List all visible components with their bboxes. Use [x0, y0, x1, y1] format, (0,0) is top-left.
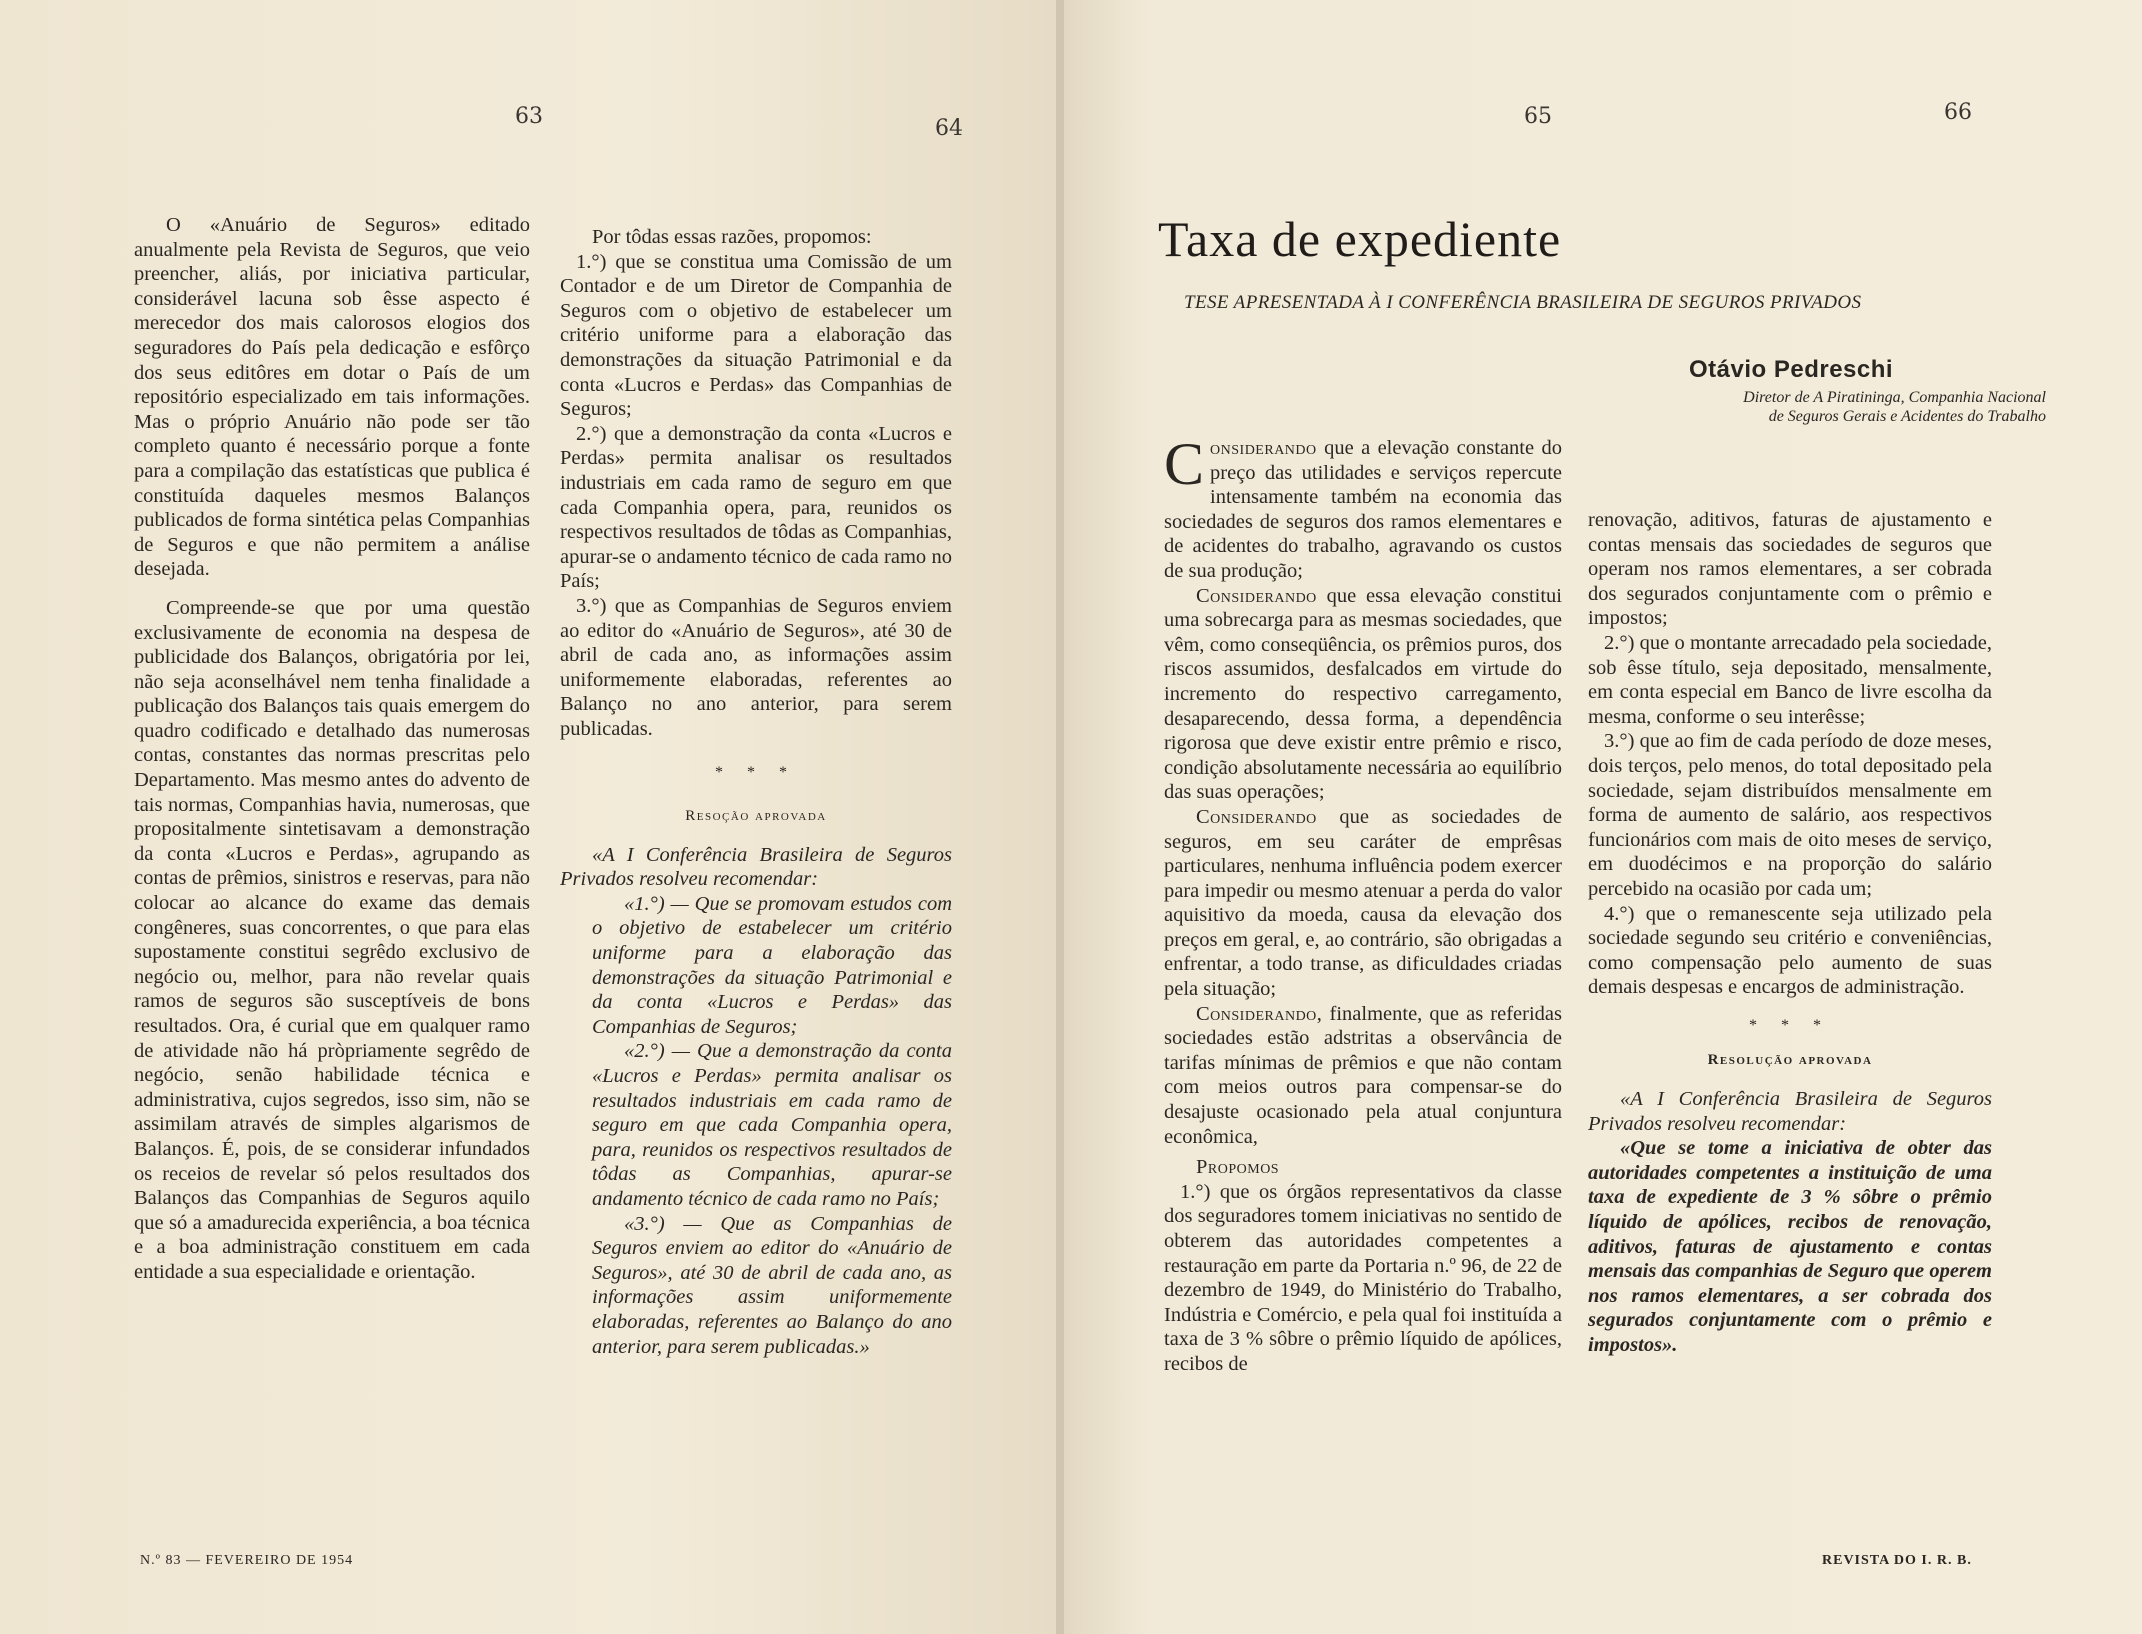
paragraph: Compreende-se que por uma questão exclusivamente de economia na despesa de publicidade dos Balanços, obrigatória por lei, não seja aconselhável nem tenha finalidade a publicação dos Balanços tais quais emergem do quadro codificado e detalhado das numerosas contas, constantes das normas prescritas pelo Departamento. Mas mesmo antes do advento de tais normas, Companhias havia, numerosas, que propositalmente sintetisavam a demonstração da conta «Lucros e Perdas», agrupando as contas de prêmios, sinistros e reservas, para não colocar ao alcance do exame das demais congêneres, suas concorrentes, o que para elas supostamente constitui segrêdo exclusivo de negócio ou, melhor, para não revelar quais ramos de seguros são susceptíveis de bons resultados. Ora, é curial que em qualquer ramo de atividade não há pròpriamente segrêdo de negócio, senão habilidade técnica e administrativa, cujos segredos, isso sim, não se assimilam através de simples algarismos de Balanços. É, pois, de se considerar infundados os receios de revelar só pelos resultados dos Balanços das Companhias de Seguros aquilo que só a amadurecida experiência, a boa técnica e a boa administração constituem em cada entidade a sua especialidade e orientação. [134, 596, 530, 1283]
paragraph: Por tôdas essas razões, propomos: [592, 226, 872, 248]
resolution-title: Resoção aprovada [685, 808, 827, 825]
propomos-heading: Propomos [1196, 1156, 1280, 1179]
paragraph: O «Anuário de Seguros» editado anualmente pela Revista de Seguros, que veio preencher, aliás, por iniciativa particular, considerável lacuna sob êsse aspecto é merecedor dos mais calorosos elogios dos seguradores do País pela dedicação e esfôrço dos seus editôres em dotar o País de um repositório especializado em tais informações. Mas o próprio Anuário não pode ser tão completo quanto é necessário porque a fonte para a compilação das estatísticas que publica é constituída daqueles mesmos Balanços publicados de forma sintética pelas Companhias de Seguros e que não permitem a análise desejada. [134, 214, 530, 581]
resolution-item: «2.°) — Que a demonstração da conta «Lucros e Perdas» permita analisar os resultados industriais em cada ramo de seguro em que cada Companhia opera, para, reunidos os respectivos resultados de tôdas as Companhias, apurar-se andamento técnico de cada ramo no País; [592, 1040, 952, 1210]
page-number: 65 [1524, 104, 1552, 129]
right-column-2 [1588, 508, 1992, 1358]
paragraph: Considerando que essa elevação constitui uma sobrecarga para as mesmas sociedades, que vêm, como conseqüência, os prêmios puros, dos riscos assumidos, desfalcados em virtude do incremento do respectivo carregamento, desaparecendo, dessa forma, a dependência rigorosa que deve existir entre prêmio e risco, condição absolutamente necessária ao equilíbrio das suas operações; [1164, 584, 1562, 804]
resolution-item: «3.°) — Que as Companhias de Seguros enviem ao editor do «Anuário de Seguros», até 30 de abril de cada ano, as informações assim uniformemente elaboradas, referentes ao Balanço do ano anterior, para serem publicadas.» [592, 1212, 952, 1358]
left-column-1 [134, 213, 530, 1285]
resolution-items [560, 892, 952, 1359]
section-divider: * * * [715, 764, 797, 782]
resolution-title: Resolução aprovada [1707, 1052, 1873, 1069]
paragraph: Considerando, finalmente, que as referidas sociedades estão adstritas a observância de tarifas mínimas de prêmios e que não contam com meios outros para compensar-se do desajuste ocasionado pela atual conjuntura econômica, [1164, 1002, 1562, 1148]
list-item: 1.°) que os órgãos representativos da classe dos seguradores tomem iniciativas no sentido de obterem das autoridades competentes a restauração em parte da Portaria n.º 96, de 22 de dezembro de 1949, do Ministério do Trabalho, Indústria e Comércio, e pela qual foi instituída a taxa de 3 % sôbre o prêmio líquido de apólices, recibos de [1164, 1180, 1562, 1375]
page-number: 66 [1944, 100, 1972, 125]
left-column-2 [560, 225, 952, 1359]
section-divider: * * * [1749, 1016, 1831, 1034]
list-item: 3.°) que as Companhias de Seguros enviem ao editor do «Anuário de Seguros», até 30 de abril de cada ano, as informações assim uniformemente elaboradas, referentes ao Balanço no ano anterior, para serem publicadas. [560, 594, 952, 740]
right-page [1064, 0, 2142, 1634]
affiliation-line: de Seguros Gerais e Acidentes do Trabalho [1768, 408, 2046, 425]
drop-cap: C [1164, 431, 1205, 497]
list-item: 2.°) que a demonstração da conta «Lucros e Perdas» permita analisar os resultados industriais em cada ramo de seguro em que cada Companhia opera, para, reunidos os respectivos resultados de tôdas as Companhias, apurar-se o andamento técnico de cada ramo no País; [560, 422, 952, 593]
page-number: 64 [935, 116, 963, 141]
resolution-item: «1.°) — Que se promovam estudos com o objetivo de estabelecer um critério uniforme para a elaboração das demonstrações da situação Patrimonial e da conta «Lucros e Perdas» das Companhias de Seguros; [592, 892, 952, 1038]
resolution-intro: «A I Conferência Brasileira de Seguros Privados resolveu recomendar: [1588, 1088, 1992, 1135]
article-subtitle: TESE APRESENTADA À I CONFERÊNCIA BRASILEIRA DE SEGUROS PRIVADOS [1184, 292, 1862, 313]
page-number: 63 [515, 104, 543, 129]
footer: REVISTA DO I. R. B. [1822, 1553, 1972, 1568]
paragraph: renovação, aditivos, faturas de ajustamento e contas mensais das sociedades de seguros que operam nos ramos elementares, a ser cobrada dos segurados conjuntamente com o prêmio e impostos; [1588, 509, 1992, 630]
affiliation-line: Diretor de A Piratininga, Companhia Nacional [1743, 389, 2046, 406]
paragraph: Considerando que a elevação constante do preço das utilidades e serviços repercute intensamente também na economia das sociedades de seguros dos ramos elementares e de acidentes do trabalho, agravando os custos de sua produção; [1164, 431, 1562, 582]
list-item: 1.°) que se constitua uma Comissão de um Contador e de um Diretor de Companhia de Seguros com o objetivo de estabelecer um critério uniforme para a elaboração das demonstrações da situação Patrimonial e da conta «Lucros e Perdas» das Companhias de Seguros; [560, 250, 952, 421]
article-title: Taxa de expediente [1158, 211, 1562, 267]
list-item: 2.°) que o montante arrecadado pela sociedade, sob êsse título, seja depositado, mensalmente, em conta especial em Banco de livre escolha da mesma, conforme o seu interêsse; [1588, 631, 1992, 728]
right-column-1 [1164, 431, 1562, 1377]
paragraph: Considerando que as sociedades de seguros, em seu caráter de emprêsas particulares, nenhuma influência podem exercer para impedir ou mesmo atenuar a perda do valor aquisitivo da moeda, causa da elevação dos preços em geral, e, ao contrário, são obrigadas a enfrentar, a todo transe, as dificuldades criadas pela situação; [1164, 805, 1562, 1001]
footer: N.º 83 — FEVEREIRO DE 1954 [140, 1553, 354, 1568]
resolution-intro: «A I Conferência Brasileira de Seguros Privados resolveu recomendar: [560, 843, 952, 891]
left-page [0, 0, 1060, 1634]
list-item: 4.°) que o remanescente seja utilizado pela sociedade segundo seu critério e conveniências, como compensação pelo aumento de suas demais despesas e encargos de administração. [1588, 902, 1992, 999]
author-affiliation [1743, 388, 2046, 426]
list-item: 3.°) que ao fim de cada período de doze meses, dois terços, pelo menos, do total depositado pela sociedade, sejam distribuídos mensalmente em forma de aumento de salário, aos respectivos funcionários com mais de oito meses de serviço, em duodécimos e na proporção do salário percebido na ocasião por cada um; [1588, 730, 1992, 900]
resolution-text: «Que se tome a iniciativa de obter das autoridades competentes a instituição de uma taxa de expediente de 3 % sôbre o prêmio líquido de apólices, recibos de renovação, aditivos, faturas de ajustamento e contas mensais das companhias de Seguro que operem nos ramos elementares, a ser cobrada dos segurados conjuntamente com o prêmio e impostos». [1588, 1137, 1992, 1356]
author-name: Otávio Pedreschi [1689, 356, 1894, 383]
